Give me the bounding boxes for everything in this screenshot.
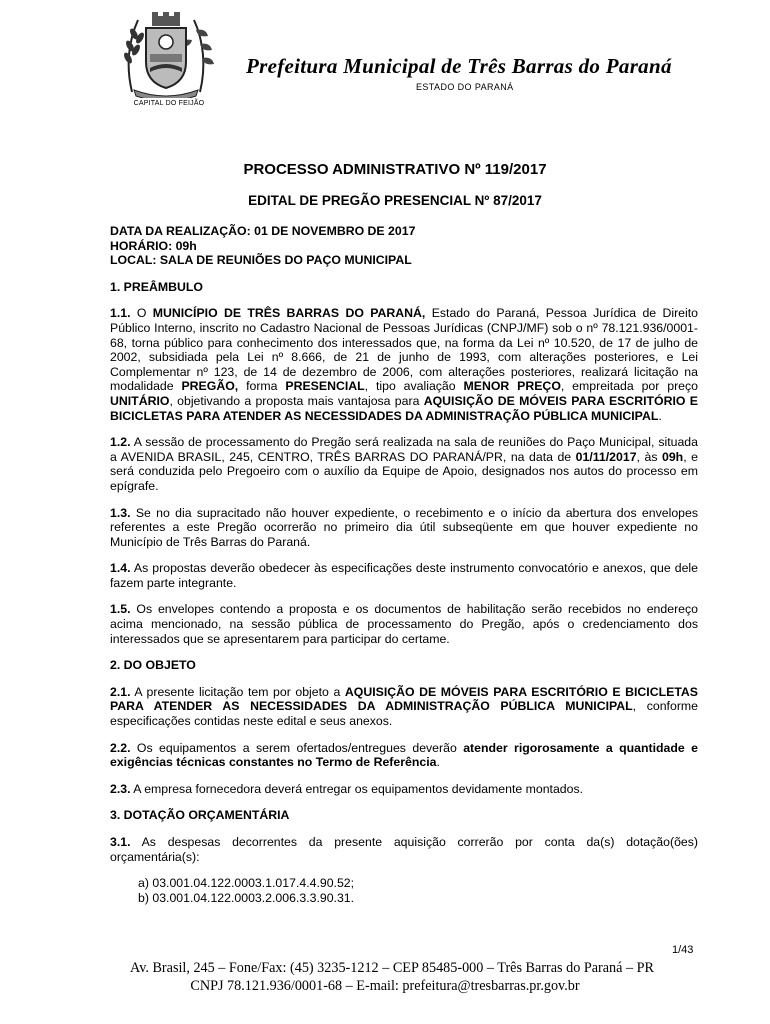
list-item: a) 03.001.04.122.0003.1.017.4.4.90.52; [138,876,355,891]
page-number: 1/43 [672,944,694,956]
paragraph-2-3: 2.3. A empresa fornecedora deverá entregar os equipamentos devidamente montados. [110,781,584,796]
paragraph-2-2: 2.2. Os equipamentos a serem ofertados/entregues deverão atender rigorosamente a quantidade e exigências técnicas constantes no Termo de Referência. [110,740,698,770]
paragraph-2-1: 2.1. A presente licitação tem por objeto a AQUISIÇÃO DE MÓVEIS PARA ESCRITÓRIO E BICICLETAS PARA ATENDER AS NECESSIDADES DA ADMINISTRAÇÃO PÚBLICA MUNICIPAL, conforme especificações contidas neste edital e seus anexos. [110,684,698,729]
paragraph-3-1: 3.1. As despesas decorrentes da presente aquisição correrão por conta da(s) dotação(ões) orçamentária(s): [110,835,698,864]
document-body [110,224,698,905]
municipal-crest-logo [112,12,220,98]
paragraph-1-5: 1.5. Os envelopes contendo a proposta e os documentos de habilitação serão recebidos no endereço acima mencionado, na sessão pública de processamento do Pregão, após o credenciamento dos interessados que se apresentarem para participar do certame. [110,602,698,646]
process-title: PROCESSO ADMINISTRATIVO Nº 119/2017 [243,161,547,178]
date-line: DATA DA REALIZAÇÃO: 01 DE NOVEMBRO DE 2017 [110,224,416,238]
municipality-title: Prefeitura Municipal de Três Barras do Paraná [246,54,672,78]
footer-address: Av. Brasil, 245 – Fone/Fax: (45) 3235-1212 – CEP 85485-000 – Três Barras do Paraná – PR [130,960,654,976]
paragraph-1-3: 1.3. Se no dia supracitado não houver expediente, o recebimento e o início da abertura dos envelopes referentes a este Pregão ocorrerão no primeiro dia útil subseqüente em que houver expediente no Município de Três Barras do Paraná. [110,505,698,549]
local-line: LOCAL: SALA DE REUNIÕES DO PAÇO MUNICIPAL [110,253,412,268]
section-heading-preambulo: 1. PREÂMBULO [110,279,203,294]
budget-allocation-list [110,876,698,905]
state-subtitle: ESTADO DO PARANÁ [416,82,514,92]
list-item: b) 03.001.04.122.0003.2.006.3.3.90.31. [138,890,355,905]
letterhead [100,12,700,112]
section-heading-objeto: 2. DO OBJETO [110,658,196,673]
paragraph-1-1: 1.1. O MUNICÍPIO DE TRÊS BARRAS DO PARANÁ, Estado do Paraná, Pessoa Jurídica de Direito Público Interno, inscrito no Cadastro Nacional de Pessoas Jurídicas (CNPJ/MF) sob o nº 78.121.936/0001-68, torna público para conhecimento dos interessados que, na forma da Lei nº 10.520, de 17 de julho de 2002, subsidiada pela Lei nº 8.666, de 21 de junho de 1993, com alterações posteriores, e Lei Complementar nº 123, de 14 de dezembro de 2006, com alterações posteriores, realizará licitação na modalidade PREGÃO, forma PRESENCIAL, tipo avaliação MENOR PREÇO, empreitada por preço UNITÁRIO, objetivando a proposta mais vantajosa para AQUISIÇÃO DE MÓVEIS PARA ESCRITÓRIO E BICICLETAS PARA ATENDER AS NECESSIDADES DA ADMINISTRAÇÃO PÚBLICA MUNICIPAL. [110,306,698,423]
section-heading-dotacao: 3. DOTAÇÃO ORÇAMENTÁRIA [110,808,290,823]
crest-caption: CAPITAL DO FEIJÃO [133,100,205,107]
footer-contact: CNPJ 78.121.936/0001-68 – E-mail: prefeitura@tresbarras.pr.gov.br [190,978,580,994]
edital-subtitle: EDITAL DE PREGÃO PRESENCIAL Nº 87/2017 [248,193,542,208]
paragraph-1-2: 1.2. A sessão de processamento do Pregão será realizada na sala de reuniões do Paço Municipal, situada a AVENIDA BRASIL, 245, CENTRO, TRÊS BARRAS DO PARANÁ/PR, na data de 01/11/2017, às 09h, e será conduzida pelo Pregoeiro com o auxílio da Equipe de Apoio, designados nos autos do processo em epígrafe. [110,435,698,493]
paragraph-1-4: 1.4. As propostas deverão obedecer às especificações deste instrumento convocatório e anexos, que dele fazem parte integrante. [110,561,698,590]
time-line: HORÁRIO: 09h [110,238,197,253]
